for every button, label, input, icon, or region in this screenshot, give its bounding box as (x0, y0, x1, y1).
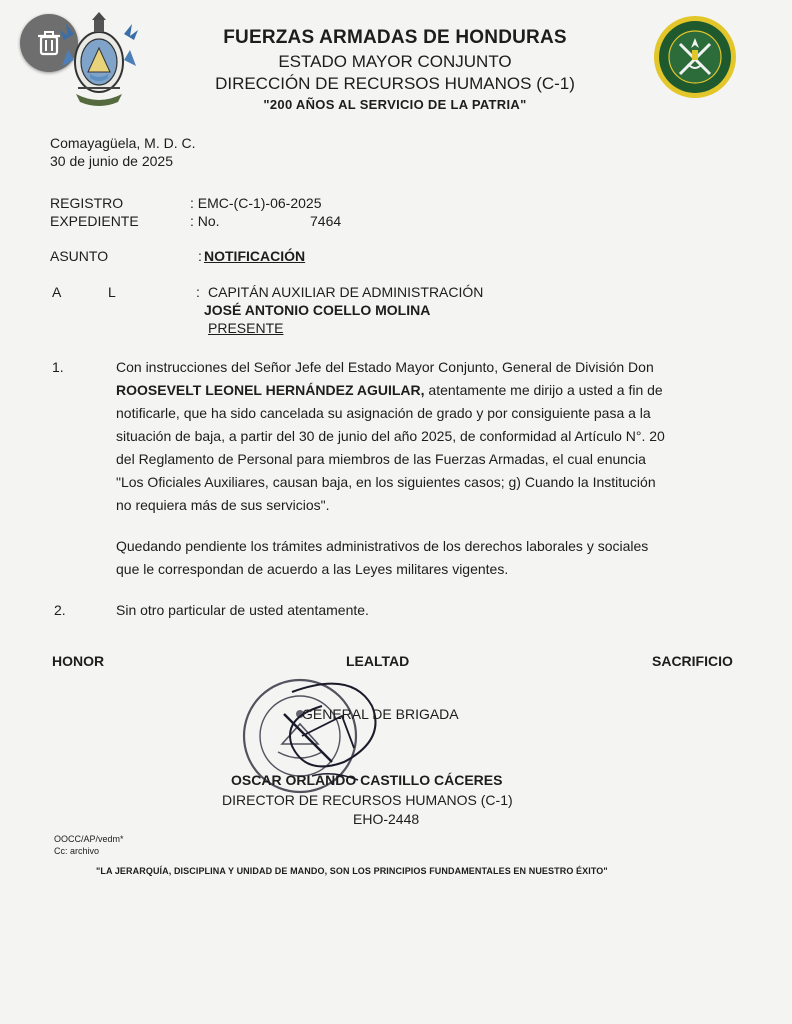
coat-of-arms-icon (58, 10, 140, 110)
a-label: A (52, 284, 62, 300)
closing-sacrificio: SACRIFICIO (652, 653, 733, 669)
footer-motto: "LA JERARQUÍA, DISCIPLINA Y UNIDAD DE MANDO, SON LOS PRINCIPIOS FUNDAMENTALES EN NUESTRO ÉXITO" (96, 866, 608, 876)
header-title: FUERZAS ARMADAS DE HONDURAS (223, 27, 567, 48)
registro-label: REGISTRO (50, 195, 124, 211)
paragraph-2-text: Sin otro particular de usted atentamente. (116, 602, 369, 618)
asunto-value: NOTIFICACIÓN (204, 248, 306, 264)
header-subtitle: ESTADO MAYOR CONJUNTO (278, 52, 512, 71)
expediente-value: : No. (190, 213, 220, 229)
paragraph-1b-line: que le correspondan de acuerdo a las Leyes militares vigentes. (116, 561, 509, 577)
signer-rank: GENERAL DE BRIGADA (302, 706, 459, 722)
initials-text: OOCC/AP/vedm* (54, 834, 124, 844)
paragraph-2-number: 2. (54, 602, 66, 618)
a-colon: : (196, 284, 200, 300)
signer-name: OSCAR ORLANDO CASTILLO CÁCERES (231, 772, 503, 788)
place-text: Comayagüela, M. D. C. (50, 135, 196, 151)
recipient-rank: CAPITÁN AUXILIAR DE ADMINISTRACIÓN (208, 284, 484, 300)
paragraph-1-line: "Los Oficiales Auxiliares, causan baja, en los siguientes casos; g) Cuando la Institución (116, 474, 656, 490)
closing-lealtad: LEALTAD (346, 653, 410, 669)
signer-title: DIRECTOR DE RECURSOS HUMANOS (C-1) (222, 792, 513, 808)
recipient-presente: PRESENTE (208, 320, 284, 336)
emblem-icon (652, 14, 738, 100)
asunto-colon: : (198, 248, 202, 264)
expediente-number: 7464 (310, 213, 342, 229)
header-department: DIRECCIÓN DE RECURSOS HUMANOS (C-1) (215, 74, 575, 93)
paragraph-1-line: notificarle, que ha sido cancelada su asignación de grado y por consiguiente pasa a la (116, 405, 651, 421)
cc-text: Cc: archivo (54, 846, 100, 856)
asunto-label: ASUNTO (50, 248, 109, 264)
paragraph-1-text: atentamente me dirijo a usted a fin de (424, 382, 663, 398)
closing-honor: HONOR (52, 653, 105, 669)
general-name: ROOSEVELT LEONEL HERNÁNDEZ AGUILAR, (116, 382, 425, 398)
paragraph-1-line: Con instrucciones del Señor Jefe del Estado Mayor Conjunto, General de División Don (116, 359, 654, 375)
paragraph-1-line: no requiera más de sus servicios". (116, 497, 330, 513)
paragraph-1-number: 1. (52, 359, 64, 375)
expediente-label: EXPEDIENTE (50, 213, 139, 229)
paragraph-1-line: del Reglamento de Personal para miembros de las Fuerzas Armadas, el cual enuncia (116, 451, 646, 467)
signer-id: EHO-2448 (353, 811, 420, 827)
l-label: L (108, 284, 116, 300)
date-text: 30 de junio de 2025 (50, 153, 173, 169)
paragraph-1-line: situación de baja, a partir del 30 de junio del año 2025, de conformidad al Artículo N°. 20 (116, 428, 665, 444)
paragraph-1b-line: Quedando pendiente los trámites administrativos de los derechos laborales y sociales (116, 538, 649, 554)
header-slogan: "200 AÑOS AL SERVICIO DE LA PATRIA" (263, 97, 527, 112)
recipient-name: JOSÉ ANTONIO COELLO MOLINA (204, 302, 431, 318)
registro-value: : EMC-(C-1)-06-2025 (190, 195, 322, 211)
paragraph-1-line (116, 381, 663, 399)
